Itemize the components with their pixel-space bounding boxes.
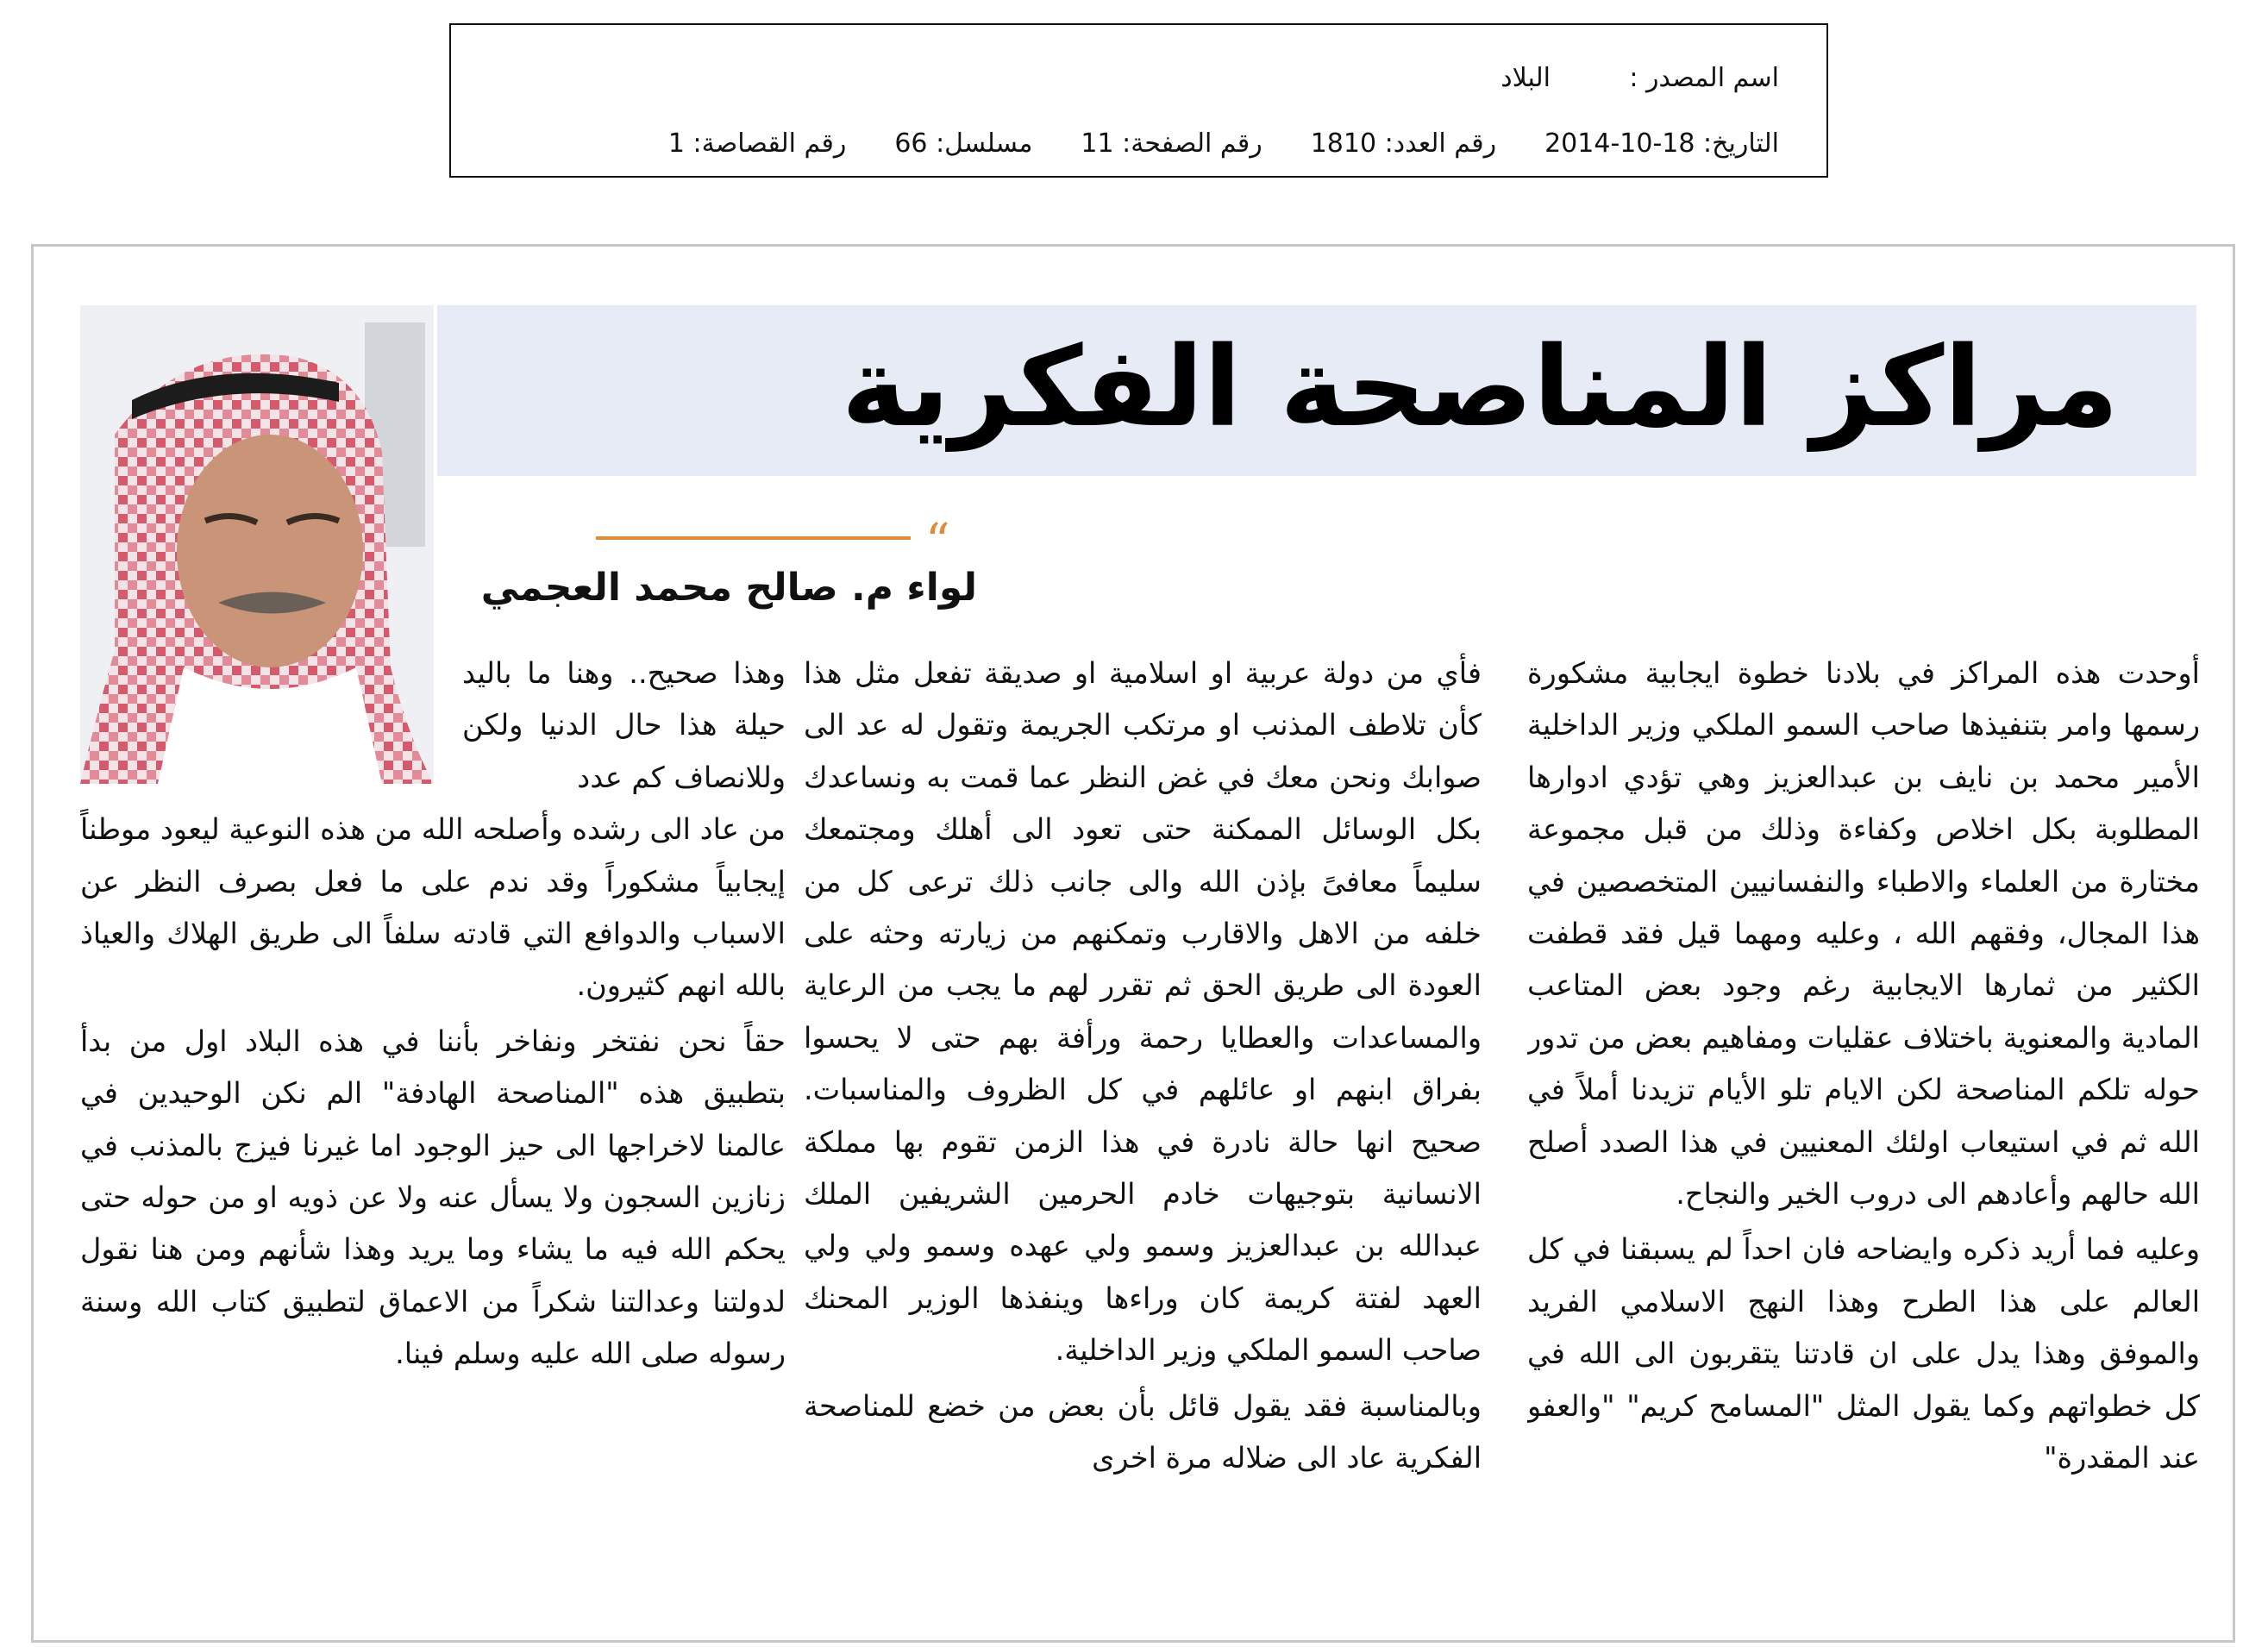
author-byline: لواء م. صالح محمد العجمي (480, 566, 977, 610)
source-row (1501, 63, 1779, 93)
date-field: التاريخ: 18-10-2014 (1544, 128, 1779, 159)
article-column-3 (80, 648, 786, 1639)
page-number: رقم الصفحة: 11 (1081, 128, 1262, 159)
article-column-2 (804, 648, 1482, 1639)
quote-mark: “ (925, 514, 950, 570)
paragraph: وهذا صحيح.. وهنا ما باليد حيلة هذا حال الدنيا ولكن وللانصاف كم عدد (462, 656, 786, 794)
source-info-box (449, 23, 1828, 178)
article-clipping (31, 244, 2235, 1643)
column-3-lead (462, 648, 786, 804)
paragraph: وعليه فما أريد ذكره وايضاحه فان احداً لم يسبقنا في كل العالم على هذا الطرح وهذا النهج الاسلامي الفريد والموفق وهذا يدل على ان قادتنا يتقربون الى الله في كل خطواتهم وكما يقول المثل "المسامح كريم" "والعفو عند المقدرة" (1527, 1232, 2200, 1475)
serial-number: مسلسل: 66 (894, 128, 1033, 159)
paragraph: حقاً نحن نفتخر ونفاخر بأننا في هذه البلاد اول من بدأ بتطبيق هذه "المناصحة الهادفة" الم نكن الوحيدين في عالمنا لاخراجها الى حيز الوجود اما غيرنا فيزج بالمذنب في زنازين السجون ولا يسأل عنه ولا عن ذويه او من حوله حتى يحكم الله فيه ما يشاء وما يريد وهذا شأنهم ومن هنا نقول لدولتنا وعدالتنا شكراً من الاعماق لتطبيق كتاب الله وسنة رسوله صلى الله عليه وسلم فينا. (80, 1024, 786, 1371)
article-headline: مراكز المناصحة الفكرية (841, 323, 2119, 452)
paragraph: وبالمناسبة فقد يقول قائل بأن بعض من خضع للمناصحة الفكرية عاد الى ضلاله مرة اخرى (804, 1388, 1482, 1475)
byline-divider (596, 536, 911, 540)
clipping-number: رقم القصاصة: 1 (667, 128, 847, 159)
paragraph: فأي من دولة عربية او اسلامية او صديقة تفعل مثل هذا كأن تلاطف المذنب او مرتكب الجريمة وتقول له عد الى صوابك ونحن معك في غض النظر عما قمت به ونساعدك بكل الوسائل الممكنة حتى تعود الى أهلك ومجتمعك سليماً معافىً بإذن الله والى جانب ذلك ترعى كل من خلفه من الاهل والاقارب وتمكنهم من زيارته وحثه على العودة الى طريق الحق ثم تقرر لهم ما يجب من الرعاية والمساعدات والعطايا رحمة ورأفة بهم حتى لا يحسوا بفراق ابنهم او عائلهم في كل الظروف والمناسبات. صحيح انها حالة نادرة في هذا الزمن تقوم بها مملكة الانسانية بتوجيهات خادم الحرمين الشريفين الملك عبدالله بن عبدالعزيز وسمو ولي عهده وسمو ولي ولي العهد لفتة كريمة كان وراءها وينفذها الوزير المحنك صاحب السمو الملكي وزير الداخلية. (804, 656, 1482, 1368)
paragraph: من عاد الى رشده وأصلحه الله من هذه النوعية ليعود موطناً إيجابياً مشكوراً وقد ندم على ما فعل بصرف النظر عن الاسباب والدوافع التي قادته سلفاً الى طريق الهلاك والعياذ بالله انهم كثيرون. (80, 812, 786, 1003)
source-name: البلاد (1501, 63, 1551, 93)
issue-number: رقم العدد: 1810 (1310, 128, 1497, 159)
paragraph: أوحدت هذه المراكز في بلادنا خطوة ايجابية مشكورة رسمها وامر بتنفيذها صاحب السمو الملكي وزير الداخلية الأمير محمد بن نايف بن عبدالعزيز وهي تؤدي ادوارها المطلوبة بكل اخلاص وكفاءة وذلك من قبل مجموعة مختارة من العلماء والاطباء والنفسانيين المتخصصين في هذا المجال، وفقهم الله ، وعليه ومهما قيل فقد قطفت الكثير من ثمارها الايجابية رغم وجود بعض المتاعب المادية والمعنوية باختلاف عقليات ومفاهيم بعض من تدور حوله تلكم المناصحة لكن الايام تلو الأيام تزيدنا أملاً في الله ثم في استيعاب اولئك المعنيين في هذا الصدد أصلح الله حالهم وأعادهم الى دروب الخير والنجاح. (1527, 656, 2200, 1212)
article-column-1 (1527, 648, 2200, 1639)
headline-band (437, 305, 2196, 476)
source-label: اسم المصدر : (1629, 63, 1779, 93)
metadata-row (668, 128, 1779, 159)
